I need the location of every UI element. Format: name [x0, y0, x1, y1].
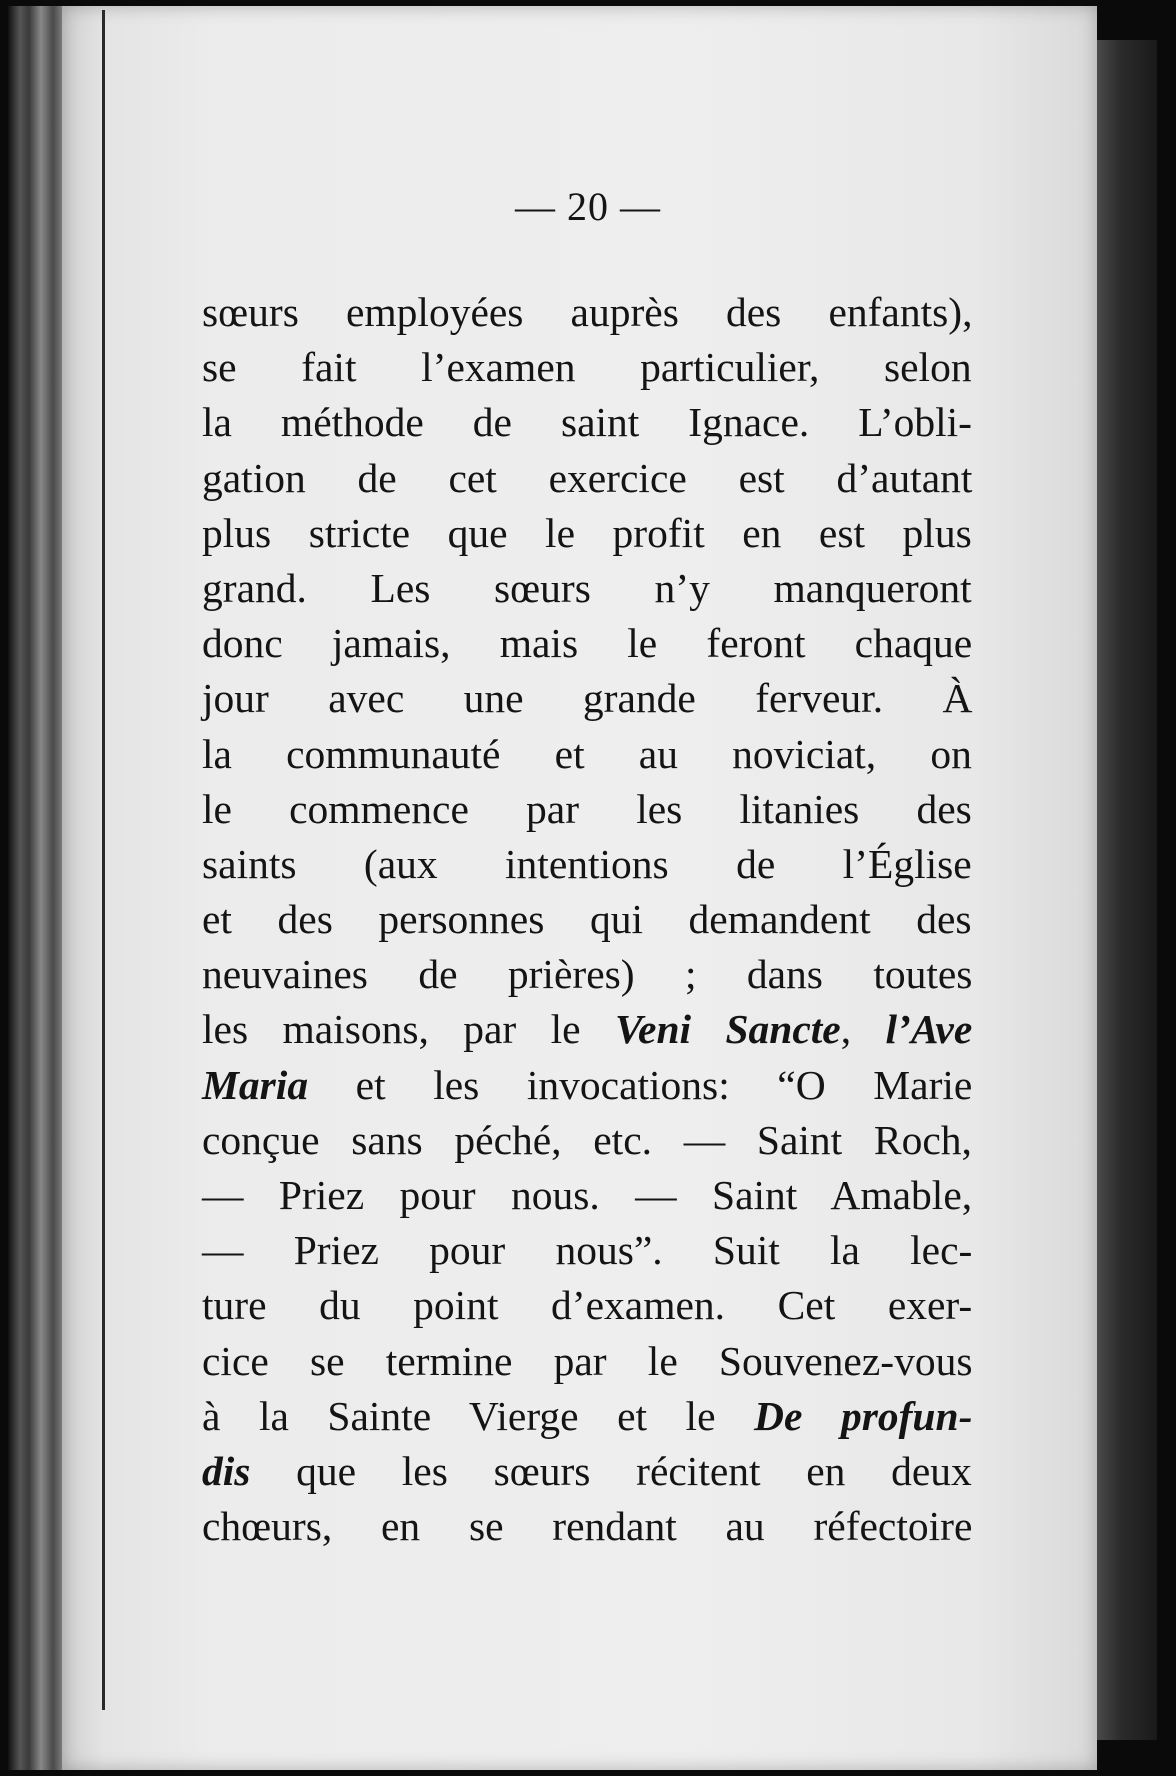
text-line [202, 1499, 972, 1554]
text-line [202, 451, 972, 506]
text-segment: à la Sainte Vierge et le [202, 1392, 755, 1439]
page-number: — 20 — [515, 184, 661, 229]
text-line [202, 285, 972, 340]
text-segment: grand. Les sœurs n’y manqueront [202, 564, 972, 611]
text-line [202, 340, 972, 395]
text-segment: — Priez pour nous. — Saint Amable, [202, 1172, 973, 1218]
text-segment: ture du point d’examen. Cet exer- [202, 1282, 973, 1329]
text-line [202, 1168, 972, 1223]
text-segment: gation de cet exercice est d’autant [202, 454, 973, 501]
text-segment: les maisons, par le [202, 1006, 615, 1053]
text-line [202, 1444, 972, 1499]
text-line [202, 1278, 972, 1333]
text-line [202, 1113, 972, 1168]
italic-text-segment: l’Ave [885, 1006, 973, 1053]
text-line [202, 395, 972, 450]
text-segment: saints (aux intentions de l’Église [202, 840, 972, 887]
body-text [202, 285, 972, 1554]
text-segment: cice se termine par le Souvenez-vous [202, 1337, 973, 1384]
text-segment: se fait l’examen particulier, selon [202, 344, 972, 391]
text-line [202, 671, 972, 726]
text-segment: , [840, 1006, 886, 1053]
text-segment: sœurs employées auprès des enfants), [202, 289, 973, 335]
italic-text-segment: Veni Sancte [614, 1006, 841, 1053]
book-cover-edge [1097, 40, 1157, 1740]
text-line [202, 1223, 972, 1278]
text-segment: la communauté et au noviciat, on [202, 730, 972, 777]
text-segment: chœurs, en se rendant au réfectoire [202, 1503, 973, 1550]
page-gutter-line [102, 10, 105, 1710]
text-segment: plus stricte que le profit en est plus [202, 509, 972, 556]
italic-text-segment: dis [202, 1447, 251, 1494]
text-line [202, 892, 972, 947]
text-segment: donc jamais, mais le feront chaque [202, 620, 973, 667]
text-segment: jour avec une grande ferveur. À [202, 675, 973, 722]
text-line [202, 1334, 972, 1389]
italic-text-segment: Maria [202, 1061, 309, 1108]
text-segment: que les sœurs récitent en deux [250, 1447, 972, 1494]
text-segment: et les invocations: “O Marie [308, 1061, 973, 1108]
text-line [202, 506, 972, 561]
text-segment: neuvaines de prières) ; dans toutes [202, 951, 973, 998]
text-segment: — Priez pour nous”. Suit la lec- [202, 1227, 973, 1274]
text-line [202, 616, 972, 671]
text-line [202, 1058, 972, 1113]
book-page-edges [8, 6, 68, 1770]
text-line [202, 1002, 972, 1057]
text-line [202, 782, 972, 837]
text-segment: la méthode de saint Ignace. L’obli- [202, 399, 972, 446]
text-line [202, 727, 972, 782]
text-line [202, 837, 972, 892]
italic-text-segment: De profun- [754, 1392, 973, 1439]
text-line [202, 1389, 972, 1444]
text-line [202, 947, 972, 1002]
text-line [202, 561, 972, 616]
text-segment: et des personnes qui demandent des [202, 896, 972, 943]
text-segment: le commence par les litanies des [202, 785, 972, 832]
text-segment: conçue sans péché, etc. — Saint Roch, [202, 1116, 972, 1163]
